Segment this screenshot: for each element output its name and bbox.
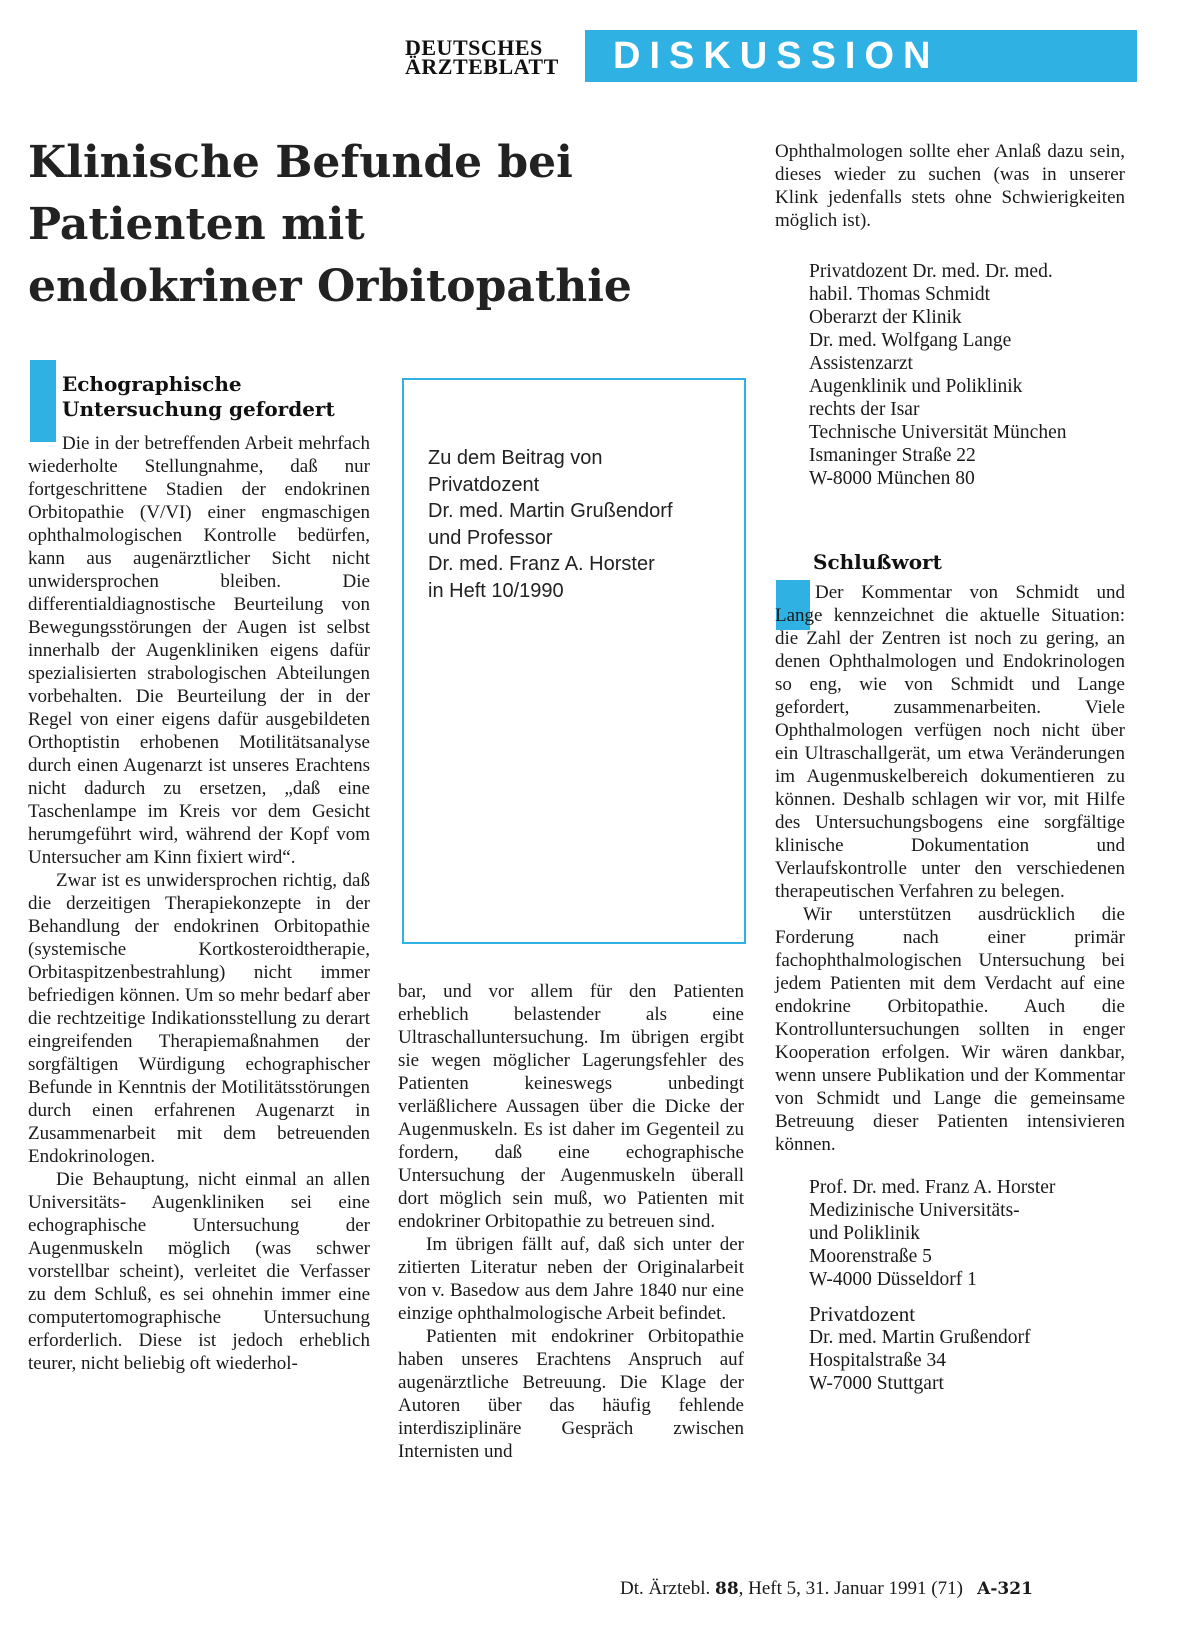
reference-line: Dr. med. Martin Grußendorf — [428, 500, 673, 522]
signature-line: Oberarzt der Klinik — [809, 307, 962, 328]
section-banner: DISKUSSION — [585, 30, 1137, 82]
footer-journal: Dt. Ärztebl. — [620, 1578, 711, 1599]
signature-line: Assistenzarzt — [809, 353, 913, 374]
paragraph: Ophthalmologen sollte eher Anlaß dazu sein, dieses wieder zu suchen (was in unserer Klink jedenfalls stets ohne Schwierigkeiten möglich ist). — [775, 141, 1125, 231]
signature-line: Hospitalstraße 34 — [809, 1350, 947, 1371]
paragraph: bar, und vor allem für den Patienten erheblich belastender als eine Ultraschalluntersuchung. Im übrigen ergibt sie wegen möglicher Lagerungsfehler des Patienten keineswegs unbedingt verläßlichere Aussagen über die Dicke der Augenmuskeln. Es ist daher im Gegenteil zu fordern, daß eine echographische Untersuchung der Augenmuskeln überall dort möglich sein muß, wo Patienten mit endokriner Orbitopathie zu betreuen sind. — [398, 981, 744, 1232]
reference-line: und Professor — [428, 526, 553, 549]
paragraph: Die Behauptung, nicht einmal an allen Universitäts- Augenkliniken sei eine echographische Untersuchung der Augenmuskeln möglich (was schwer vorstellbar scheint), verleitet die Verfasser zu dem Schluß, es sei ohnehin immer eine computertomographische Untersuchung erforderlich. Diese ist jedoch erheblich teurer, nicht beliebig oft wiederhol- — [28, 1169, 370, 1374]
paragraph: Wir unterstützen ausdrücklich die Forderung nach einer primär fachophthalmologischen Untersuchung bei jedem Patienten mit dem Verdacht auf eine endokrine Orbitopathie. Auch die Kontrolluntersuchungen sollten in enger Kooperation erfolgen. Wir wären dankbar, wenn unsere Publikation und der Kommentar von Schmidt und Lange die gemeinsame Betreuung dieser Patienten intensivieren können. — [775, 904, 1125, 1155]
signature-horster — [809, 1176, 1125, 1291]
signature-line: Privatdozent — [809, 1302, 916, 1326]
signature-line: Ismaninger Straße 22 — [809, 445, 976, 466]
letter-subhead: Echographische Untersuchung gefordert — [62, 372, 335, 421]
article-headline — [28, 132, 708, 318]
signature-line: Augenklinik und Poliklinik — [809, 376, 1023, 397]
reference-box — [402, 378, 746, 944]
signature-line: W-7000 Stuttgart — [809, 1373, 944, 1394]
signature-line: Dr. med. Martin Grußendorf — [809, 1327, 1031, 1348]
signature-grussendorf — [809, 1303, 1125, 1395]
column-3 — [775, 140, 1125, 1395]
column-2 — [398, 980, 744, 1463]
reference-line: in Heft 10/1990 — [428, 579, 564, 602]
signature-line: Dr. med. Wolfgang Lange — [809, 330, 1012, 351]
headline-line-2: Patienten mit — [28, 199, 365, 250]
signature-line: und Poliklinik — [809, 1223, 921, 1244]
signature-line: Medizinische Universitäts- — [809, 1200, 1020, 1221]
column-1 — [28, 372, 370, 1375]
signature-line: W-8000 München 80 — [809, 468, 975, 489]
signature-line: habil. Thomas Schmidt — [809, 284, 991, 305]
headline-line-1: Klinische Befunde bei — [28, 137, 573, 188]
reference-line: Zu dem Beitrag von — [428, 447, 603, 469]
signature-schmidt-lange — [809, 260, 1125, 490]
signature-line: Prof. Dr. med. Franz A. Horster — [809, 1177, 1056, 1198]
headline-line-3: endokriner Orbitopathie — [28, 261, 632, 312]
paragraph: Zwar ist es unwidersprochen richtig, daß die derzeitigen Therapiekonzepte in der Behandlung der endokrinen Orbitopathie (systemische Kortkosteroidtherapie, Orbitaspitzenbestrahlung) nicht immer befriedigen können. Um so mehr bedarf aber die rechtzeitige Indikationsstellung zu derart eingreifenden Therapiemaßnahmen der sorgfältigen Würdigung echographischer Befunde in Kenntnis der Motilitätsstörungen durch einen erfahrenen Augenarzt in Zusammenarbeit mit dem betreuenden Endokrinologen. — [28, 870, 370, 1167]
logo-line-1: DEUTSCHES — [405, 35, 543, 60]
footer-issue: , Heft 5, 31. Januar 1991 (71) — [738, 1578, 963, 1599]
reply-subhead: Schlußwort — [813, 550, 942, 574]
signature-line: Moorenstraße 5 — [809, 1246, 932, 1267]
page-footer — [620, 1578, 1033, 1600]
signature-line: Privatdozent Dr. med. Dr. med. — [809, 261, 1053, 282]
logo-line-2: ÄRZTEBLATT — [405, 54, 559, 79]
paragraph: Die in der betreffenden Arbeit mehrfach wiederholte Stellungnahme, daß nur fortgeschrittene Stadien der endokrinen Orbitopathie (V/VI) einer engmaschigen ophthalmologischen Kontrolle bedürfen, kann aus augenärztlicher Sicht nicht unwidersprochen bleiben. Die differentialdiagnostische Beurteilung von Bewegungsstörungen der Augen ist selbst innerhalb der Augenkliniken eigens dafür spezialisierten strabologischen Abteilungen vorbehalten. Die Beurteilung der in der Regel von einer eigens dafür ausgebildeten Orthoptistin erhobenen Motilitätsanalyse durch einen Augenarzt ist unseres Erachtens nicht dadurch zu ersetzen, „daß eine Taschenlampe im Kreis vor dem Gesicht herumgeführt wird, während der Kopf vom Untersucher am Kinn fixiert wird“. — [28, 433, 370, 868]
footer-volume: 88 — [714, 1579, 739, 1599]
journal-logo — [405, 35, 559, 79]
signature-line: W-4000 Düsseldorf 1 — [809, 1269, 977, 1290]
signature-line: rechts der Isar — [809, 399, 920, 420]
paragraph: Im übrigen fällt auf, daß sich unter der zitierten Literatur neben der Originalarbeit von v. Basedow aus dem Jahre 1840 nur eine einzige ophthalmologische Arbeit befindet. — [398, 1234, 744, 1324]
reference-line: Privatdozent — [428, 473, 540, 496]
footer-page-number: A-321 — [977, 1579, 1033, 1599]
reference-line: Dr. med. Franz A. Horster — [428, 553, 655, 575]
paragraph: Patienten mit endokriner Orbitopathie haben unseres Erachtens Anspruch auf augenärztliche Betreuung. Die Klage der Autoren über das häufig fehlende interdisziplinäre Gespräch zwischen Internisten und — [398, 1326, 744, 1462]
paragraph: Der Kommentar von Schmidt und Lange kennzeichnet die aktuelle Situation: die Zahl der Zentren ist noch zu gering, an denen Ophthalmologen und Endokrinologen so eng, wie von Schmidt und Lange gefordert, zusammenarbeiten. Viele Ophthalmologen verfügen noch nicht über ein Ultraschallgerät, um etwa Veränderungen im Augenmuskelbereich dokumentieren zu können. Deshalb schlagen wir vor, mit Hilfe des Untersuchungsbogens eine sorgfältige klinische Dokumentation und Verlaufskontrolle unter den verschiedenen therapeutischen Verfahren zu belegen. — [775, 582, 1125, 902]
signature-line: Technische Universität München — [809, 422, 1067, 443]
